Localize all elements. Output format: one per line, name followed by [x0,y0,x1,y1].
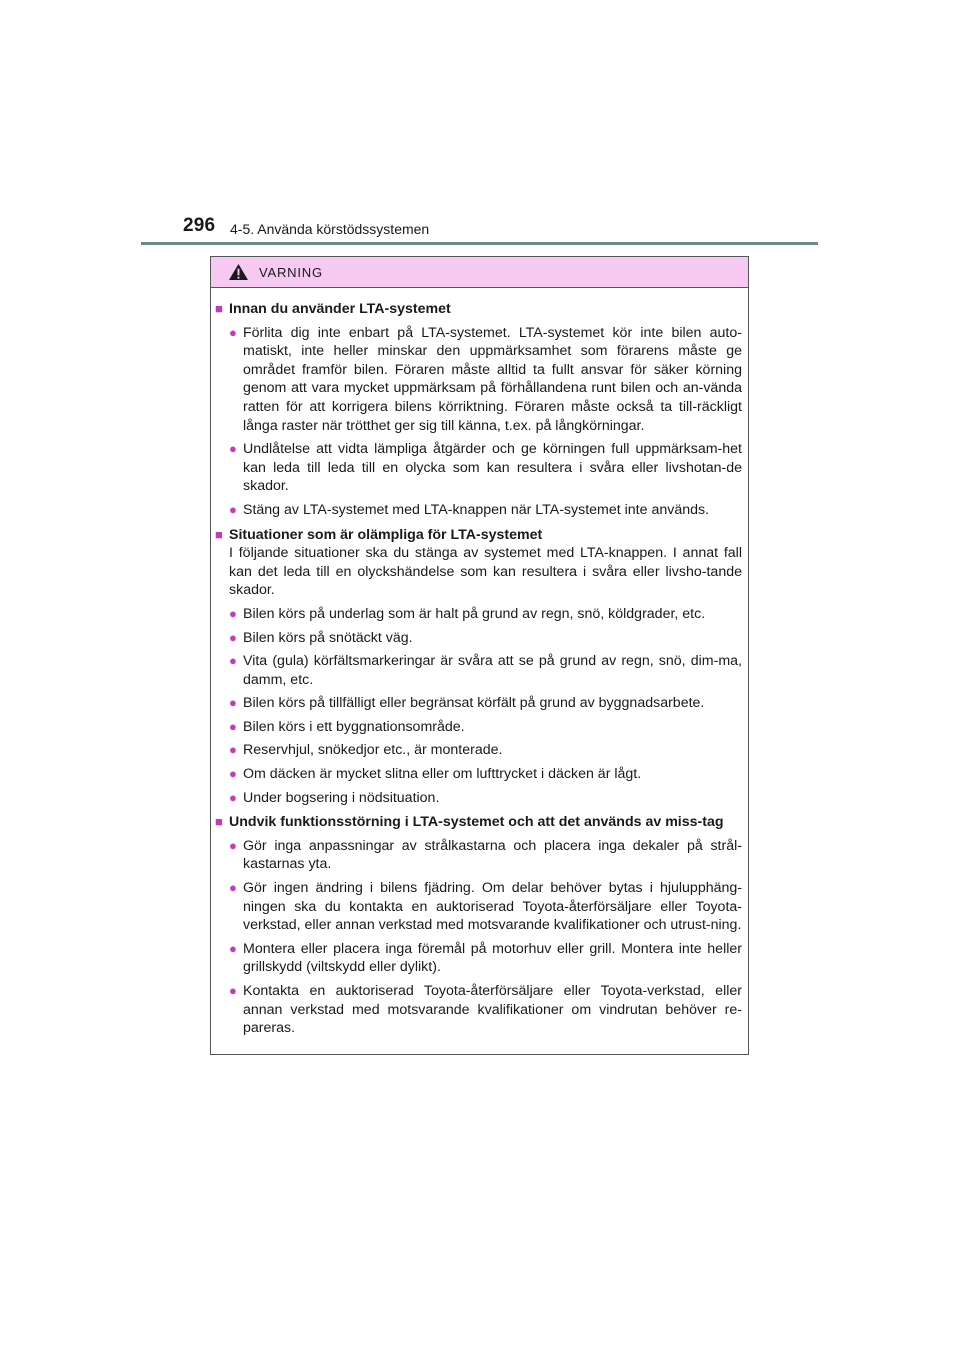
warning-header [211,257,748,288]
list-item: ● Undlåtelse att vidta lämpliga åtgärder och ge körningen full uppmärksam-het kan leda till leda till en olycka som kan resultera i svåra eller livshotan-de skador. [229,441,742,495]
list-item: ● Kontakta en auktoriserad Toyota-återförsäljare eller Toyota-verkstad, eller annan verkstad med motsvarande kvalifikationer om vindrutan behöver re-pareras. [229,983,742,1037]
circle-bullet-icon: ● [229,605,237,621]
circle-bullet-icon: ● [229,983,237,998]
list-item: ● Förlita dig inte enbart på LTA-systemet. LTA-systemet kör inte bilen auto-matiskt, inte heller minskar den uppmärksamhet som förarens måste ge området framför bilen. Föraren måste alltid ta fullt ansvar för säker körning genom att vara mycket uppmärksam på förhållandena runt bilen och an-vända ratten för att korrigera bilens körriktning. Föraren måste också ta till-räckligt långa raster när trötthet ger sig till känna, t.ex. på långkörningar. [229,324,742,434]
list-item: ● Bilen körs på tillfälligt eller begränsat körfält på grund av byggnadsarbete. [229,695,705,712]
square-bullet-icon: ■ [215,526,223,542]
warning-label: VARNING [259,264,323,280]
circle-bullet-icon: ● [229,940,237,956]
warning-box [210,256,749,1055]
circle-bullet-icon: ● [229,789,237,805]
square-bullet-icon: ■ [215,301,223,316]
warning-section [215,300,742,520]
list-item: ● Under bogsering i nödsituation. [229,789,440,806]
list-item: ● Bilen körs på snötäckt väg. [229,629,413,646]
circle-bullet-icon: ● [229,718,237,734]
section-intro: I följande situationer ska du stänga av systemet med LTA-knappen. I annat fall kan det leda till en olyckshändelse som kan resultera i svåra eller livsho-tande skador. [229,545,742,599]
warning-section [215,526,742,808]
header-rule [141,242,818,245]
list-item: ● Om däcken är mycket slitna eller om lufttrycket i däcken är lågt. [229,766,642,783]
list-item: ● Stäng av LTA-systemet med LTA-knappen när LTA-systemet inte används. [229,501,710,518]
page-number: 296 [183,215,216,236]
list-item: ● Gör inga anpassningar av strålkastarna och placera inga dekaler på strål-kastarnas yta. [229,837,742,873]
circle-bullet-icon: ● [229,742,237,758]
warning-triangle-icon [228,263,249,281]
section-heading: Situationer som är olämpliga för LTA-systemet [229,526,543,543]
list-item: ● Vita (gula) körfältsmarkeringar är svåra att se på grund av regn, snö, dim-ma, damm, etc. [229,653,742,688]
section-heading: Innan du använder LTA-systemet [229,301,451,317]
warning-section [215,813,742,1038]
list-item: ● Bilen körs i ett byggnationsområde. [229,718,465,735]
list-item: ● Bilen körs på underlag som är halt på grund av regn, snö, köldgrader, etc. [229,605,706,622]
warning-content [211,288,748,1038]
circle-bullet-icon: ● [229,441,237,457]
circle-bullet-icon: ● [229,880,237,896]
list-item: ● Gör ingen ändring i bilens fjädring. Om delar behöver bytas i hjulupphäng-ningen ska du kontakta en auktoriserad Toyota-återförsäljare eller Toyota-verkstad, eller annan verkstad med motsvarande kvalifikationer och utrust-ning. [229,880,742,934]
section-title: 4-5. Använda körstödssystemen [230,221,430,237]
circle-bullet-icon: ● [229,653,237,669]
circle-bullet-icon: ● [229,695,237,711]
section-heading: Undvik funktionsstörning i LTA-systemet och att det används av miss-tag [229,814,724,831]
circle-bullet-icon: ● [229,766,237,782]
square-bullet-icon: ■ [215,814,223,830]
circle-bullet-icon: ● [229,501,237,517]
circle-bullet-icon: ● [229,324,237,340]
list-item: ● Reservhjul, snökedjor etc., är monterade. [229,742,503,759]
list-item: ● Montera eller placera inga föremål på motorhuv eller grill. Montera inte heller grillskydd (viltskydd eller dylikt). [229,940,742,976]
circle-bullet-icon: ● [229,629,237,645]
circle-bullet-icon: ● [229,837,237,853]
